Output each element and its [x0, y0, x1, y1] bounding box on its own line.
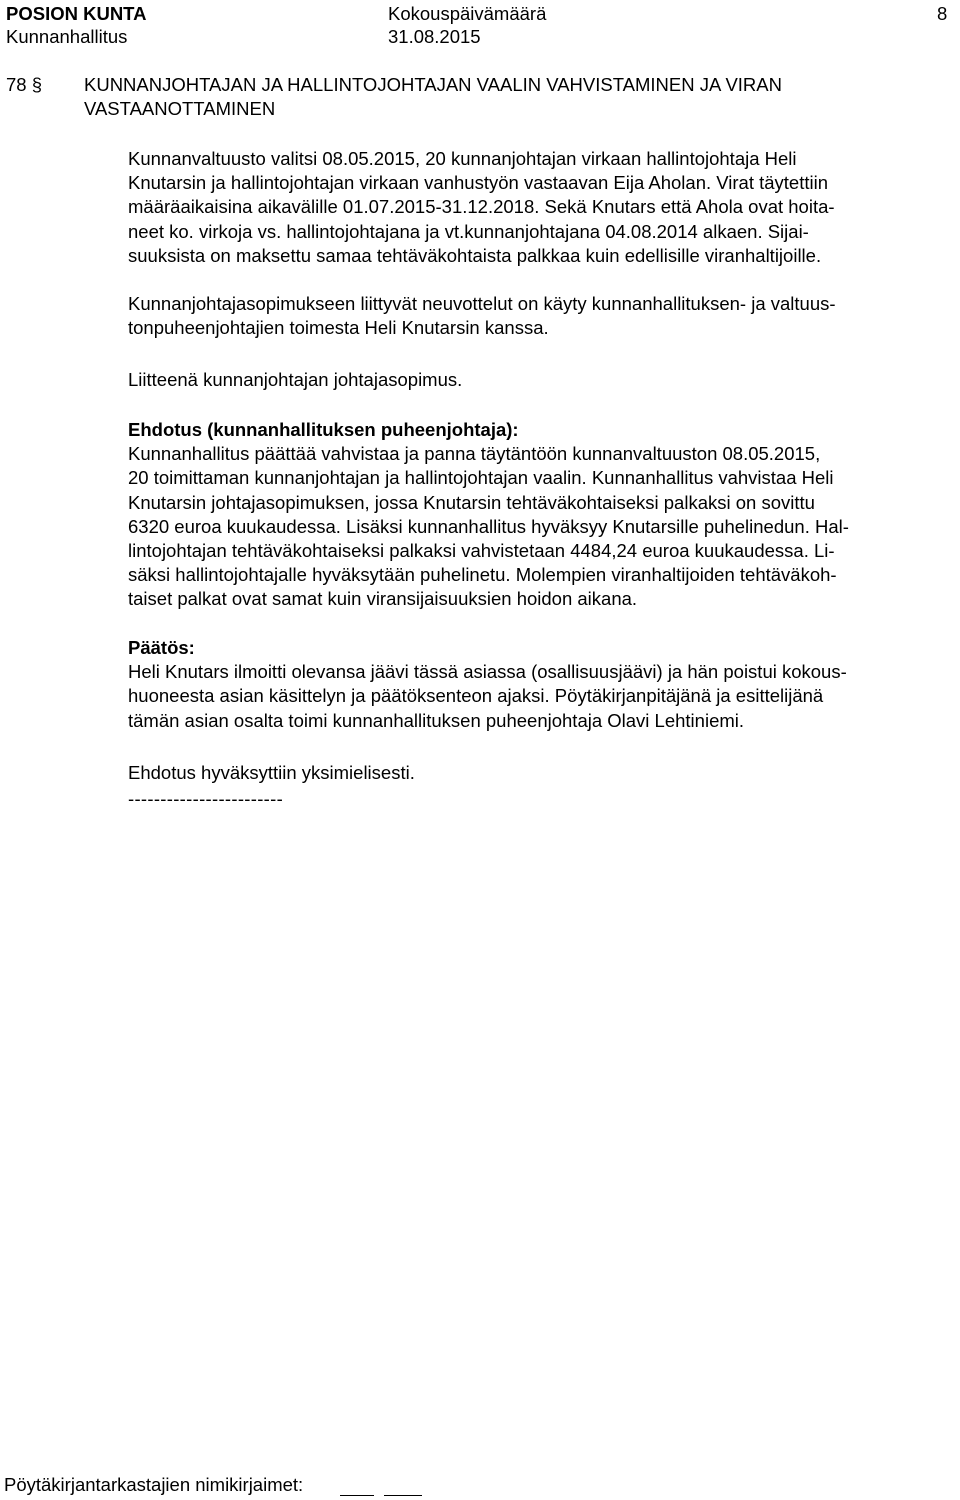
governing-body: Kunnanhallitus [6, 26, 128, 47]
text-line: huoneesta asian käsittelyn ja päätöksenteon ajaksi. Pöytäkirjanpitäjänä ja esittelijänä [128, 685, 824, 707]
approval-text: Ehdotus hyväksyttiin yksimielisesti. [128, 762, 415, 783]
page-number: 8 [937, 3, 948, 24]
initials-blank-1 [340, 1495, 374, 1496]
proposal-heading: Ehdotus (kunnanhallituksen puheenjohtaja): [128, 419, 519, 440]
separator-line: ------------------------ [128, 788, 284, 809]
meeting-date-label: Kokouspäivämäärä [388, 3, 547, 24]
decision-section [128, 636, 958, 733]
text-line: tonpuheenjohtajien toimesta Heli Knutarsin kanssa. [128, 317, 549, 339]
text-line: lintojohtajan tehtäväkohtaiseksi palkaksi vahvistetaan 4484,24 euroa kuukaudessa. Li- [128, 540, 835, 562]
text-line: Kunnanvaltuusto valitsi 08.05.2015, 20 kunnanjohtajan virkaan hallintojohtaja Heli [128, 148, 797, 169]
text-line: suuksista on maksettu samaa tehtäväkohtaista palkkaa kuin edellisille viranhaltijoille. [128, 244, 822, 266]
initials-blank-2 [384, 1495, 422, 1496]
text-line: määräaikaisina aikavälille 01.07.2015-31.12.2018. Sekä Knutars että Ahola ovat hoita- [128, 196, 835, 218]
text-line: tämän asian osalta toimi kunnanhallituksen puheenjohtaja Olavi Lehtiniemi. [128, 709, 745, 731]
negotiations-paragraph [128, 292, 958, 340]
text-line: neet ko. virkoja vs. hallintojohtajana ja vt.kunnanjohtajana 04.08.2014 alkaen. Sijai- [128, 220, 809, 242]
text-line: Heli Knutars ilmoitti olevansa jäävi tässä asiassa (osallisuusjäävi) ja hän poistui kokous- [128, 661, 847, 683]
text-line: Knutarsin ja hallintojohtajan virkaan vanhustyön vastaavan Eija Aholan. Virat täytettiin [128, 172, 829, 194]
text-line: säksi hallintojohtajalle hyväksytään puhelinetu. Molempien viranhaltijoiden tehtäväkoh- [128, 564, 837, 586]
proposal-section [128, 418, 958, 612]
approval-paragraph [128, 761, 958, 785]
text-line: Knutarsin johtajasopimuksen, jossa Knutarsin tehtäväkohtaiseksi palkaksi on sovittu [128, 491, 815, 513]
text-line: 20 toimittaman kunnanjohtajan ja hallintojohtajan vaalin. Kunnanhallitus vahvistaa Heli [128, 467, 834, 489]
organization-name: POSION KUNTA [6, 3, 147, 24]
text-line: taiset palkat ovat samat kuin viransijaisuuksien hoidon aikana. [128, 588, 638, 610]
meeting-date: 31.08.2015 [388, 26, 481, 47]
item-number [6, 73, 42, 97]
section-mark: § [31, 74, 43, 95]
attachment-paragraph [128, 368, 958, 392]
item-number-value: 78 [6, 74, 27, 95]
item-title: KUNNANJOHTAJAN JA HALLINTOJOHTAJAN VAALIN VAHVISTAMINEN JA VIRAN VASTAANOTTAMINEN [84, 74, 782, 119]
footer-initials-label: Pöytäkirjantarkastajien nimikirjaimet: [4, 1474, 304, 1495]
background-paragraph [128, 147, 958, 268]
decision-heading: Päätös: [128, 637, 195, 658]
attachment-text: Liitteenä kunnanjohtajan johtajasopimus. [128, 369, 463, 390]
text-line: Kunnanjohtajasopimukseen liittyvät neuvottelut on käyty kunnanhallituksen- ja valtuus- [128, 293, 836, 314]
text-line: Kunnanhallitus päättää vahvistaa ja panna täytäntöön kunnanvaltuuston 08.05.2015, [128, 443, 821, 465]
text-line: 6320 euroa kuukaudessa. Lisäksi kunnanhallitus hyväksyy Knutarsille puhelinedun. Hal- [128, 515, 849, 537]
